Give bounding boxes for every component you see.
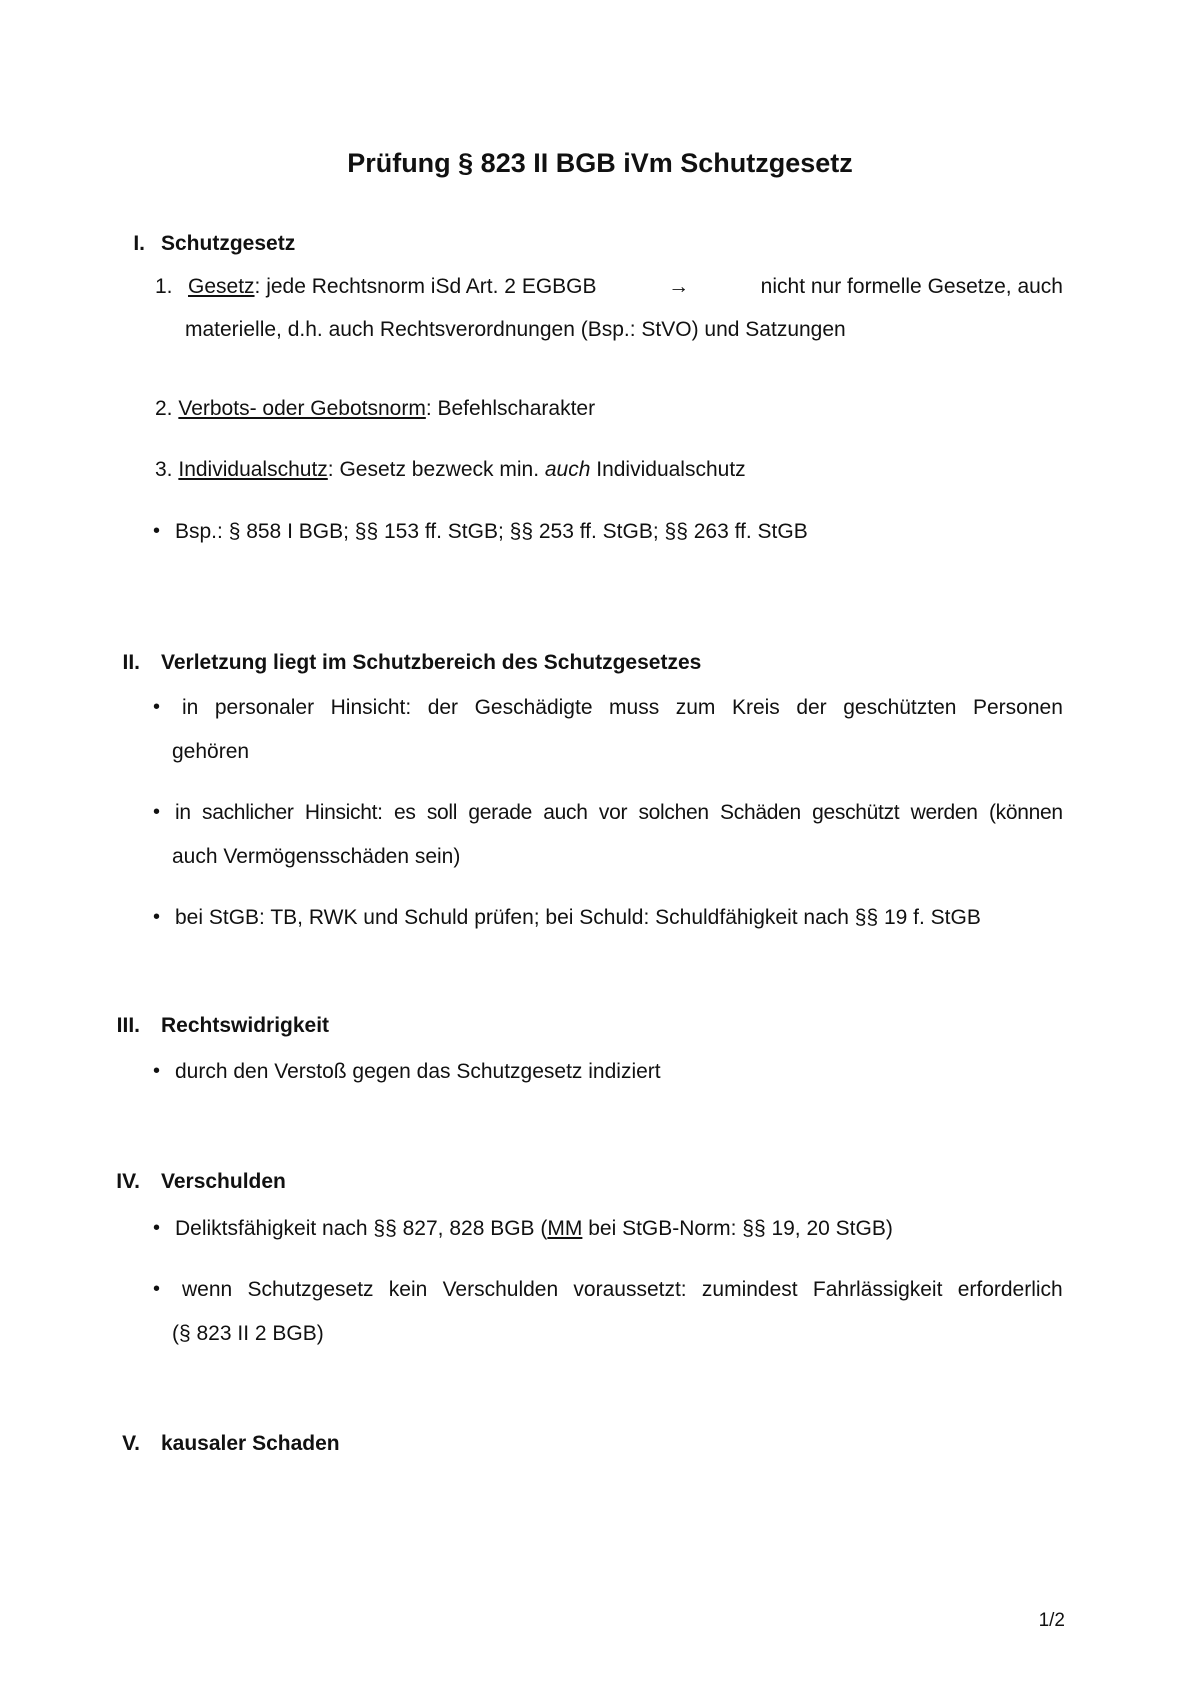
text: Deliktsfähigkeit nach §§ 827, 828 BGB ( bbox=[175, 1217, 548, 1240]
list-item-1-line-2: materielle, d.h. auch Rechtsverordnungen (Bsp.: StVO) und Satzungen bbox=[185, 318, 846, 341]
section-title: Schutzgesetz bbox=[161, 232, 296, 255]
page-number: 1/2 bbox=[1038, 1610, 1065, 1631]
text: : Befehlscharakter bbox=[425, 397, 596, 420]
bullet-icon: • bbox=[153, 906, 161, 928]
underlined-text: MM bbox=[547, 1217, 583, 1240]
bullet-icon: • bbox=[153, 801, 161, 823]
section-number: III. bbox=[116, 1014, 140, 1037]
bullet-text: bei StGB: TB, RWK und Schuld prüfen; bei Schuld: Schuldfähigkeit nach §§ 19 f. StGB bbox=[175, 906, 981, 929]
bullet-text bbox=[175, 1217, 893, 1241]
text: : jede Rechtsnorm iSd Art. 2 EGBGB bbox=[254, 275, 597, 298]
text: Individualschutz bbox=[590, 458, 746, 481]
text: bei StGB-Norm: §§ 19, 20 StGB) bbox=[582, 1217, 893, 1240]
list-number: 2. bbox=[155, 397, 173, 420]
term: Gesetz bbox=[188, 275, 255, 298]
bullet-text-line-1: in sachlicher Hinsicht: es soll gerade auch vor solchen Schäden geschützt werden (können bbox=[175, 801, 1063, 824]
section-title: Verschulden bbox=[161, 1170, 286, 1193]
list-item-1-line-1 bbox=[188, 275, 1063, 299]
bullet-text: Bsp.: § 858 I BGB; §§ 153 ff. StGB; §§ 253 ff. StGB; §§ 263 ff. StGB bbox=[175, 520, 808, 543]
bullet-text-line-1: wenn Schutzgesetz kein Verschulden voraussetzt: zumindest Fahrlässigkeit erforderlich bbox=[182, 1278, 1063, 1301]
document-title: Prüfung § 823 II BGB iVm Schutzgesetz bbox=[347, 148, 853, 178]
section-title: Rechtswidrigkeit bbox=[161, 1014, 330, 1037]
section-number: V. bbox=[122, 1432, 140, 1455]
list-item-2 bbox=[155, 397, 595, 421]
arrow-icon: → bbox=[668, 275, 690, 298]
section-number: I. bbox=[133, 232, 145, 255]
list-number: 1. bbox=[155, 275, 173, 298]
list-number: 3. bbox=[155, 458, 173, 481]
bullet-text-line-1: in personaler Hinsicht: der Geschädigte muss zum Kreis der geschützten Personen bbox=[182, 696, 1063, 719]
term: Individualschutz bbox=[178, 458, 328, 481]
bullet-icon: • bbox=[153, 1060, 161, 1082]
italic-text: auch bbox=[544, 458, 591, 481]
text: : Gesetz bezweck min. bbox=[327, 458, 545, 481]
bullet-text-line-2: auch Vermögensschäden sein) bbox=[172, 845, 461, 868]
bullet-text-line-2: (§ 823 II 2 BGB) bbox=[172, 1322, 324, 1345]
section-number: IV. bbox=[116, 1170, 140, 1193]
list-item-3 bbox=[155, 458, 746, 482]
bullet-icon: • bbox=[153, 696, 161, 718]
bullet-icon: • bbox=[153, 1217, 161, 1239]
text: nicht nur formelle Gesetze, auch bbox=[760, 275, 1063, 298]
section-title: kausaler Schaden bbox=[161, 1432, 340, 1455]
section-number: II. bbox=[122, 651, 140, 674]
bullet-icon: • bbox=[153, 520, 161, 542]
bullet-text-line-2: gehören bbox=[172, 740, 250, 763]
bullet-text: durch den Verstoß gegen das Schutzgesetz indiziert bbox=[175, 1060, 661, 1083]
term: Verbots- oder Gebotsnorm bbox=[178, 397, 426, 420]
section-title: Verletzung liegt im Schutzbereich des Schutzgesetzes bbox=[161, 651, 702, 674]
bullet-icon: • bbox=[153, 1278, 161, 1300]
